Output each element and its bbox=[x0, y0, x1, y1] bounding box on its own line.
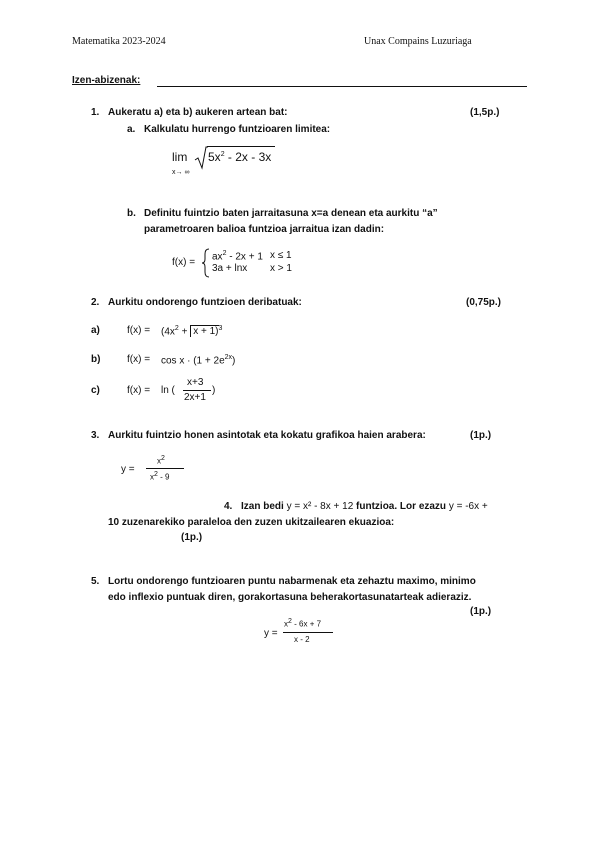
lim-subscript: x→ ∞ bbox=[172, 169, 190, 176]
q2b-fx: f(x) = bbox=[127, 354, 151, 365]
q1-points: (1,5p.) bbox=[470, 107, 500, 118]
q1-number: 1. bbox=[91, 107, 100, 118]
sqrt-sign-icon bbox=[194, 146, 208, 170]
q5-points: (1p.) bbox=[470, 606, 492, 617]
sqrt-bar bbox=[207, 146, 275, 147]
q1-text: Aukeratu a) eta b) aukeren artean bat: bbox=[108, 107, 288, 118]
q4-number: 4. bbox=[224, 501, 233, 512]
q1b-line1: Definitu fuintzio baten jarraitasuna x=a denean eta aurkitu “a” bbox=[144, 208, 438, 219]
q5-denominator: x - 2 bbox=[294, 635, 310, 644]
piece1-expr: $ax^2 - 2x + 1$ bbox=[212, 250, 263, 263]
q5-y-label: y = bbox=[264, 628, 278, 639]
name-label: Izen-abizenak: bbox=[72, 75, 141, 86]
piece2-expr: 3a + lnx bbox=[212, 263, 248, 274]
q3-text: Aurkitu fuintzio honen asintotak eta kokatu grafikoa haien arabera: bbox=[108, 430, 426, 441]
q2c-label: c) bbox=[91, 385, 100, 396]
q5-numerator: $x^2 - 6x + 7$ bbox=[284, 618, 322, 629]
q2b-expr: $\cos x \cdot (1 + 2e^{2x})$ bbox=[161, 354, 236, 367]
q5-number: 5. bbox=[91, 576, 100, 587]
q2c-fraction-bar bbox=[183, 390, 211, 391]
q4-line2: 10 zuzenarekiko paraleloa den zuzen ukitzailearen ekuazioa: bbox=[108, 517, 395, 528]
name-input-line[interactable] bbox=[157, 86, 527, 87]
q2a-label: a) bbox=[91, 325, 100, 336]
q2a-fx: f(x) = bbox=[127, 325, 151, 336]
q1b-letter: b. bbox=[127, 208, 136, 219]
lim-radicand: $5x^2 - 2x - 3x$ bbox=[208, 150, 272, 164]
q3-fraction-bar bbox=[146, 468, 184, 469]
q2-text: Aurkitu ondorengo funtzioen deribatuak: bbox=[108, 297, 302, 308]
piece2-cond: x > 1 bbox=[270, 263, 292, 274]
q5-line1: Lortu ondorengo funtzioaren puntu nabarmenak eta zehaztu maximo, minimo bbox=[108, 576, 476, 587]
q2a-expr: $(4x^2 + x + 1)^3$ bbox=[161, 325, 223, 338]
q1a-letter: a. bbox=[127, 124, 136, 135]
piece1-cond: x ≤ 1 bbox=[270, 250, 292, 261]
q3-y-label: y = bbox=[121, 464, 135, 475]
q2-number: 2. bbox=[91, 297, 100, 308]
lim-word: lim bbox=[172, 150, 188, 164]
q2c-denominator: 2x+1 bbox=[184, 392, 206, 403]
q5-line2: edo inflexio puntuak diren, gorakortasuna beherakortasunatarteak adieraziz. bbox=[108, 592, 472, 603]
q1a-text: Kalkulatu hurrengo funtzioaren limitea: bbox=[144, 124, 331, 135]
piecewise-fx: f(x) = bbox=[172, 257, 196, 268]
q2c-fx: f(x) = bbox=[127, 385, 151, 396]
q4-line1: Izan bedi y = x² - 8x + 12 funtzioa. Lor ezazu y = -6x + bbox=[241, 501, 488, 512]
q5-fraction-bar bbox=[283, 632, 333, 633]
header-right: Unax Compains Luzuriaga bbox=[364, 36, 472, 47]
q2c-close: ) bbox=[212, 385, 216, 396]
left-brace-icon bbox=[201, 248, 211, 278]
q2c-numerator: x+3 bbox=[187, 377, 204, 388]
q2b-label: b) bbox=[91, 354, 101, 365]
q3-numerator: $x^2$ bbox=[157, 455, 165, 466]
q2-points: (0,75p.) bbox=[466, 297, 502, 308]
q4-points: (1p.) bbox=[181, 532, 203, 543]
q3-points: (1p.) bbox=[470, 430, 492, 441]
q3-number: 3. bbox=[91, 430, 100, 441]
header-left: Matematika 2023-2024 bbox=[72, 36, 166, 47]
q1b-line2: parametroaren balioa funtzioa jarraitua izan dadin: bbox=[144, 224, 385, 235]
q3-denominator: $x^2 - 9$ bbox=[150, 471, 170, 482]
q2c-ln: ln ( bbox=[161, 385, 175, 396]
